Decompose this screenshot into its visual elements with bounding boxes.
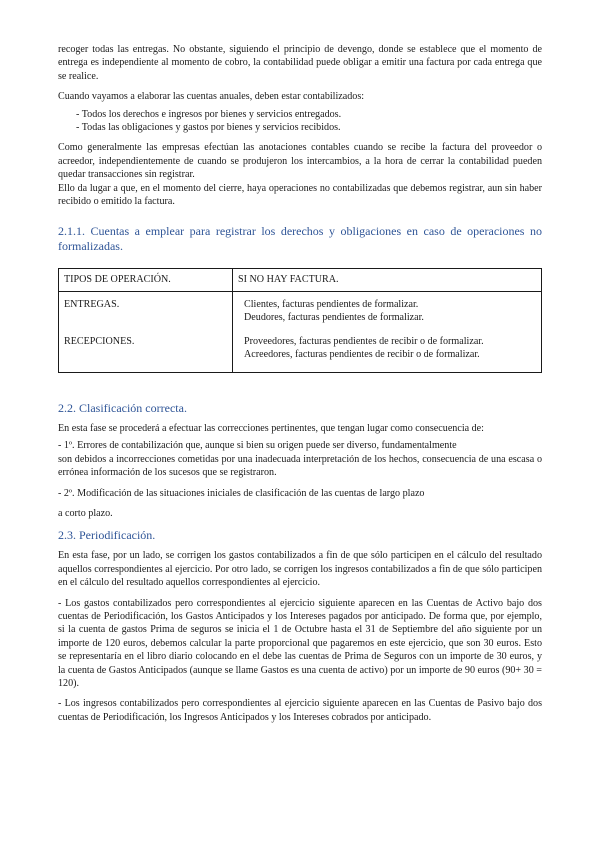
intro-paragraph-1: recoger todas las entregas. No obstante, siguiendo el principio de devengo, donde se establece que el momento de entrega es independiente al momento de cobro, la contabilidad puede obligar a emitir una factura por cada entrega que se realice. [58,44,542,82]
section-2-2-paragraph-1: En esta fase se procederá a efectuar las correcciones pertinentes, que tengan lugar como consecuencia de: [58,422,484,434]
section-2-3-paragraph-2: - Los gastos contabilizados pero correspondientes al ejercicio siguiente aparecen en las Cuentas de Activo bajo dos cuentas de Periodificación, los Gastos Anticipados y los Intereses pagados por anticipado. De forma que, por ejemplo, si la cuenta de gastos Prima de seguros se inicia el 1 de Octubre hasta el 31 de Septiembre del año siguiente por un importe de 120 euros, debemos calcular la parte proporcional que pagaremos en este ejercicio, que son 30 euros. Esto se representaría en el libro diario colocando en el debe las cuentas de Prima de Seguros con un importe de 30 euros, y la cuenta de Gastos Anticipados (aunque se llame Gastos es una cuenta de activo) por un importe de 90 euros (90+ 30 = 120). [58,597,542,689]
section-2-2-paragraph-3: - 2º. Modificación de las situaciones iniciales de clasificación de las cuentas de largo plazo [58,487,425,499]
section-2-2-paragraph-2b: son debidos a incorrecciones cometidas por una inadecuada interpretación de los hechos, consecuencia de una escasa o errónea información de los sucesos que se registraron. [58,453,542,479]
section-2-2-paragraph-2a: - 1º. Errores de contabilización que, aunque si bien su origen puede ser diverso, fundamentalmente [58,440,457,452]
intro-paragraph-4: Ello da lugar a que, en el momento del cierre, haya operaciones no contabilizadas que debemos registrar, aun sin haber recibido o emitido la factura. [58,182,542,208]
section-heading-2-2: 2.2. Clasificación correcta. [58,400,187,415]
table-header-cell: SI NO HAY FACTURA. [233,269,542,291]
table-cell-accounts [233,291,542,372]
list-item: - Todas las obligaciones y gastos por bienes y servicios recibidos. [76,122,341,134]
list-item: - Todos los derechos e ingresos por bienes y servicios entregados. [76,108,342,120]
intro-paragraph-2: Cuando vayamos a elaborar las cuentas anuales, deben estar contabilizados: [58,91,365,103]
document-page [58,43,542,724]
intro-paragraph-3: Como generalmente las empresas efectúan las anotaciones contables cuando se recibe la factura del proveedor o acreedor, independientemente de cuando se produjeron los intercambios, a la hora de cerrar la contabilidad pueden quedar transacciones sin registrar. [58,142,542,181]
operations-table [58,268,542,372]
account-line: Deudores, facturas pendientes de formalizar. [244,312,424,324]
operation-type: RECEPCIONES. [64,336,135,348]
section-2-3-paragraph-1: En esta fase, por un lado, se corrigen los gastos contabilizados a fin de que sólo participen en el cálculo del resultado aquellos correspondientes al ejercicio. Por otro lado, se corrigen los ingresos contabilizados a fin de que sólo participen en el cálculo del resultado aquellos correspondientes al ejercicio. [58,550,542,589]
table-cell-types [59,291,233,372]
table-header-cell: TIPOS DE OPERACIÓN. [59,269,233,291]
section-heading-2-1-1: 2.1.1. Cuentas a emplear para registrar los derechos y obligaciones en caso de operaciones no formalizadas. [58,224,542,254]
table-row [59,291,542,372]
intro-bullet-list [76,108,542,135]
account-line: Proveedores, facturas pendientes de recibir o de formalizar. [244,335,484,347]
account-line: Acreedores, facturas pendientes de recibir o de formalizar. [244,349,480,361]
table-header-row [59,269,542,291]
operation-type: ENTREGAS. [64,298,120,310]
section-2-2-paragraph-4: a corto plazo. [58,507,113,519]
account-line: Clientes, facturas pendientes de formalizar. [244,298,419,310]
section-2-3-paragraph-3: - Los ingresos contabilizados pero correspondientes al ejercicio siguiente aparecen en las Cuentas de Pasivo bajo dos cuentas de Periodificación, los Ingresos Anticipados y los Intereses cobrados por anticipado. [58,698,542,723]
section-heading-2-3: 2.3. Periodificación. [58,528,156,543]
